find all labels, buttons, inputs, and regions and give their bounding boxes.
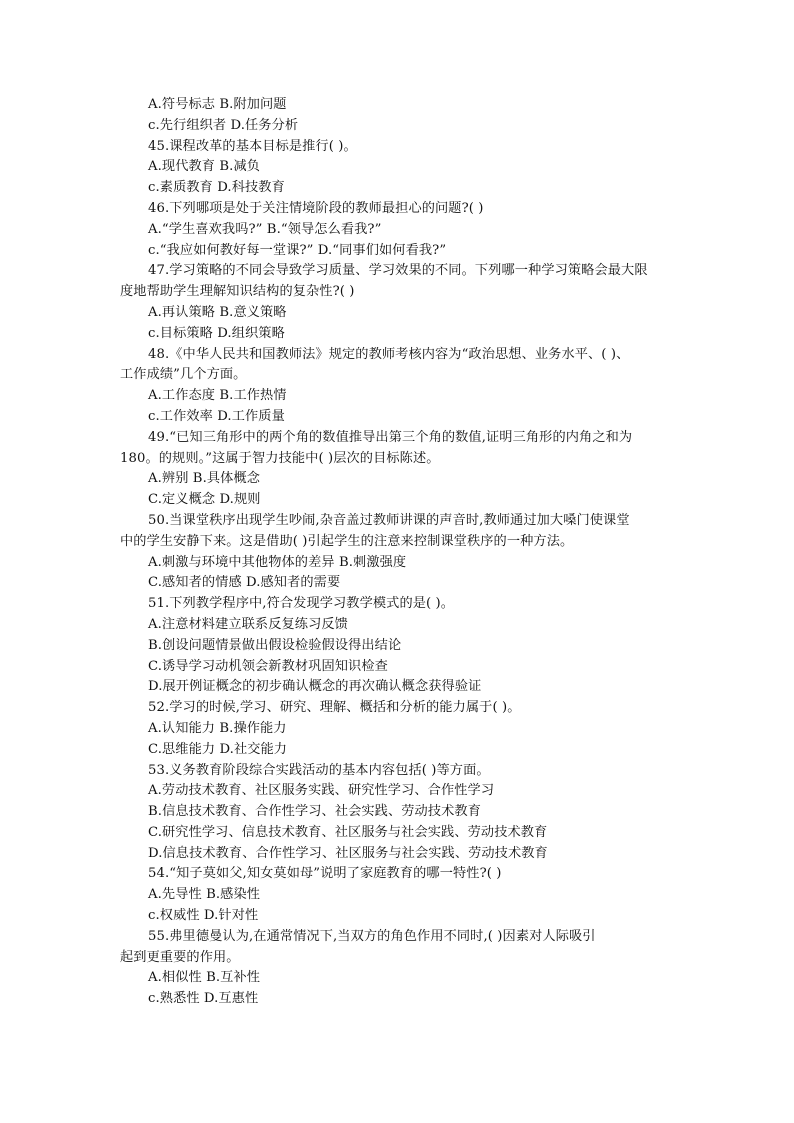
option-line: c.熟悉性 D.互惠性 (148, 991, 259, 1007)
document-body (120, 95, 680, 1010)
option-line: A.再认策略 B.意义策略 (148, 304, 287, 320)
option-line: A.刺激与环境中其他物体的差异 B.刺激强度 (148, 554, 407, 570)
option-line: B.信息技术教育、合作性学习、社会实践、劳动技术教育 (148, 804, 481, 820)
option-line: c.权威性 D.针对性 (148, 908, 259, 924)
option-line: A.注意材料建立联系反复练习反馈 (148, 616, 348, 632)
question-line: 52.学习的时候,学习、研究、理解、概括和分析的能力属于( )。 (148, 700, 521, 716)
option-line: A.先导性 B.感染性 (148, 887, 261, 903)
option-line: A.符号标志 B.附加问题 (148, 97, 287, 112)
option-line: C.思维能力 D.社交能力 (148, 741, 288, 757)
question-line: 54.“知子莫如父,知女莫如母”说明了家庭教育的哪一特性?( ) (148, 866, 502, 882)
option-line: A.认知能力 B.操作能力 (148, 720, 287, 736)
continuation-line: 度地帮助学生理解知识结构的复杂性?( ) (120, 284, 355, 300)
option-line: C.诱导学习动机领会新教材巩固知识检查 (148, 658, 388, 674)
question-line: 48.《中华人民共和国教师法》规定的教师考核内容为“政治思想、业务水平、( )、 (148, 346, 630, 362)
option-line: c.工作效率 D.工作质量 (148, 408, 285, 424)
option-line: C.定义概念 D.规则 (148, 492, 261, 508)
question-line: 46.下列哪项是处于关注情境阶段的教师最担心的问题?( ) (148, 200, 484, 216)
continuation-line: 工作成绩”几个方面。 (120, 367, 247, 383)
option-line: D.展开例证概念的初步确认概念的再次确认概念获得验证 (148, 679, 482, 695)
question-line: 50.当课堂秩序出现学生吵闹,杂音盖过教师讲课的声音时,教师通过加大嗓门使课堂 (148, 512, 630, 528)
option-line: c.素质教育 D.科技教育 (148, 180, 285, 196)
option-line: A.相似性 B.互补性 (148, 970, 261, 986)
option-line: A.现代教育 B.减负 (148, 159, 261, 175)
option-line: B.创设问题情景做出假设检验假设得出结论 (148, 637, 402, 653)
question-line: 51.下列教学程序中,符合发现学习教学模式的是( )。 (148, 596, 455, 612)
question-line: 55.弗里德曼认为,在通常情况下,当双方的角色作用不同时,( )因素对人际吸引 (148, 928, 596, 944)
option-line: A.劳动技术教育、社区服务实践、研究性学习、合作性学习 (148, 783, 495, 799)
continuation-line: 起到更重要的作用。 (120, 949, 240, 965)
continuation-line: 中的学生安静下来。这是借助( )引起学生的注意来控制课堂秩序的一种方法。 (120, 533, 574, 549)
option-line: c.目标策略 D.组织策略 (148, 325, 285, 341)
question-line: 45.课程改革的基本目标是推行( )。 (148, 138, 357, 154)
question-line: 53.义务教育阶段综合实践活动的基本内容包括( )等方面。 (148, 762, 490, 778)
option-line: c.“我应如何教好每一堂课?” D.“同事们如何看我?” (148, 242, 447, 258)
option-line: C.研究性学习、信息技术教育、社区服务与社会实践、劳动技术教育 (148, 824, 548, 840)
option-line: A.工作态度 B.工作热情 (148, 388, 287, 404)
option-line: D.信息技术教育、合作性学习、社区服务与社会实践、劳动技术教育 (148, 845, 548, 861)
question-line: 47.学习策略的不同会导致学习质量、学习效果的不同。下列哪一种学习策略会最大限 (148, 263, 648, 279)
option-line: A.辨别 B.具体概念 (148, 471, 261, 487)
question-line: 49.“已知三角形中的两个角的数值推导出第三个角的数值,证明三角形的内角之和为 (148, 429, 633, 445)
option-line: A.“学生喜欢我吗?” B.“领导怎么看我?” (148, 221, 382, 237)
option-line: c.先行组织者 D.任务分析 (148, 117, 299, 133)
option-line: C.感知者的情感 D.感知者的需要 (148, 575, 341, 591)
continuation-line: 180。的规则。”这属于智力技能中( )层次的目标陈述。 (120, 450, 440, 466)
